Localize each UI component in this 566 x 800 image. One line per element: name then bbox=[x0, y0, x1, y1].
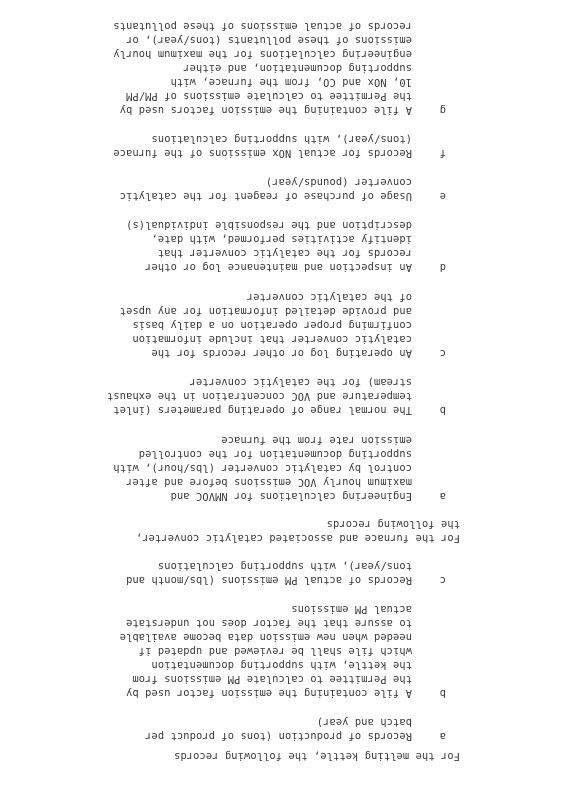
item2-f-line-1: Records for actual NOx emissions of the furnace bbox=[113, 147, 412, 159]
item2-marker-e: e bbox=[439, 190, 446, 202]
item-b-line-1: A file containing the emission factor used by bbox=[125, 687, 412, 699]
item-a-line-1: Records of production (tons of product per bbox=[145, 730, 412, 742]
item2-e-line-2: converter (pounds/year) bbox=[265, 176, 412, 188]
item2-marker-b: b bbox=[439, 404, 446, 416]
item2-marker-g: g bbox=[439, 104, 446, 116]
item2-a-line-4: supporting documentation for the controlled bbox=[138, 448, 412, 460]
item2-d-line-3: identify activities performed, with date, bbox=[151, 233, 412, 245]
item2-marker-c: c bbox=[439, 347, 446, 359]
item-marker-a: a bbox=[439, 730, 446, 742]
intro2-line: For the furnace and associated catalytic converter, bbox=[135, 532, 460, 544]
item-b-line-4: which file shall be reviewed and updated if bbox=[138, 645, 412, 657]
item2-d-line-2: records for the catalytic converter that bbox=[157, 247, 412, 259]
item2-a-line-2: maximum hourly VOC emissions before and after bbox=[125, 476, 412, 488]
item2-marker-d: d bbox=[439, 261, 446, 273]
item2-g-line-7: records of actual emissions of these pollutants bbox=[113, 20, 412, 32]
item2-f-line-2: (tons/year), with supporting calculations bbox=[151, 133, 412, 145]
item-c-line-1: Records of actual PM emissions (lbs/month and bbox=[125, 574, 412, 586]
item2-c-line-3: confirming proper operation on a daily basis bbox=[132, 319, 412, 331]
intro2-line-cont: the following records bbox=[326, 518, 460, 530]
item2-g-line-2: the Permittee to calculate emissions of PM/PM bbox=[125, 90, 412, 102]
item2-b-line-1: The normal range of operating parameters (inlet bbox=[113, 404, 412, 416]
item2-d-line-1: An inspection and maintenance log or other bbox=[145, 261, 412, 273]
item2-g-line-5: engineering calculations for the maximum hourly bbox=[113, 48, 412, 60]
item-b-line-3: the kettle, with supporting documentation bbox=[151, 659, 412, 671]
item2-c-line-5: of the catalytic converter bbox=[246, 291, 412, 303]
item2-g-line-6: emissions of these pollutants (tons/year), or bbox=[125, 34, 412, 46]
item2-marker-a: a bbox=[439, 490, 446, 502]
item2-g-line-4: supporting documentation, and either bbox=[183, 62, 412, 74]
item-b-line-6: to assure that the factor does not understate bbox=[125, 617, 412, 629]
item2-d-line-4: description and the responsible individual(s) bbox=[125, 219, 412, 231]
item2-marker-f: f bbox=[439, 147, 446, 159]
item2-g-line-3: 10, NOx and CO, from the furnace, with bbox=[170, 76, 412, 88]
item2-c-line-4: and provide detailed information for any upset bbox=[119, 305, 412, 317]
item-c-line-2: tons/year), with supporting calculations bbox=[157, 560, 412, 572]
intro-line: For the melting kettle, the following records bbox=[173, 750, 460, 762]
item2-g-line-1: A file containing the emission factors used by bbox=[119, 104, 412, 116]
item2-a-line-1: Engineering calculations for NMVOC and bbox=[170, 490, 412, 502]
item2-b-line-2: temperature and VOC concentration in the exhaust bbox=[106, 390, 412, 402]
item-marker-b: b bbox=[439, 687, 446, 699]
item2-e-line-1: Usage of purchase of reagent for the catalytic bbox=[119, 190, 412, 202]
item-a-line-2: batch and year) bbox=[316, 716, 412, 728]
item2-a-line-5: emission rate from the furnace bbox=[221, 434, 412, 446]
item2-a-line-3: control by catalytic converter (lbs/hour), with bbox=[113, 462, 412, 474]
item-b-line-7: actual PM emissions bbox=[291, 603, 412, 615]
item-b-line-5: needed when new emission data become available bbox=[119, 631, 412, 643]
item2-c-line-2: catalytic converter that include information bbox=[132, 333, 412, 345]
item2-c-line-1: An operating log or other records for the bbox=[151, 347, 412, 359]
item-marker-c: c bbox=[439, 574, 446, 586]
item2-b-line-3: stream) for the catalytic converter bbox=[189, 376, 412, 388]
item-b-line-2: the Permittee to calculate PM emissions from bbox=[132, 673, 412, 685]
